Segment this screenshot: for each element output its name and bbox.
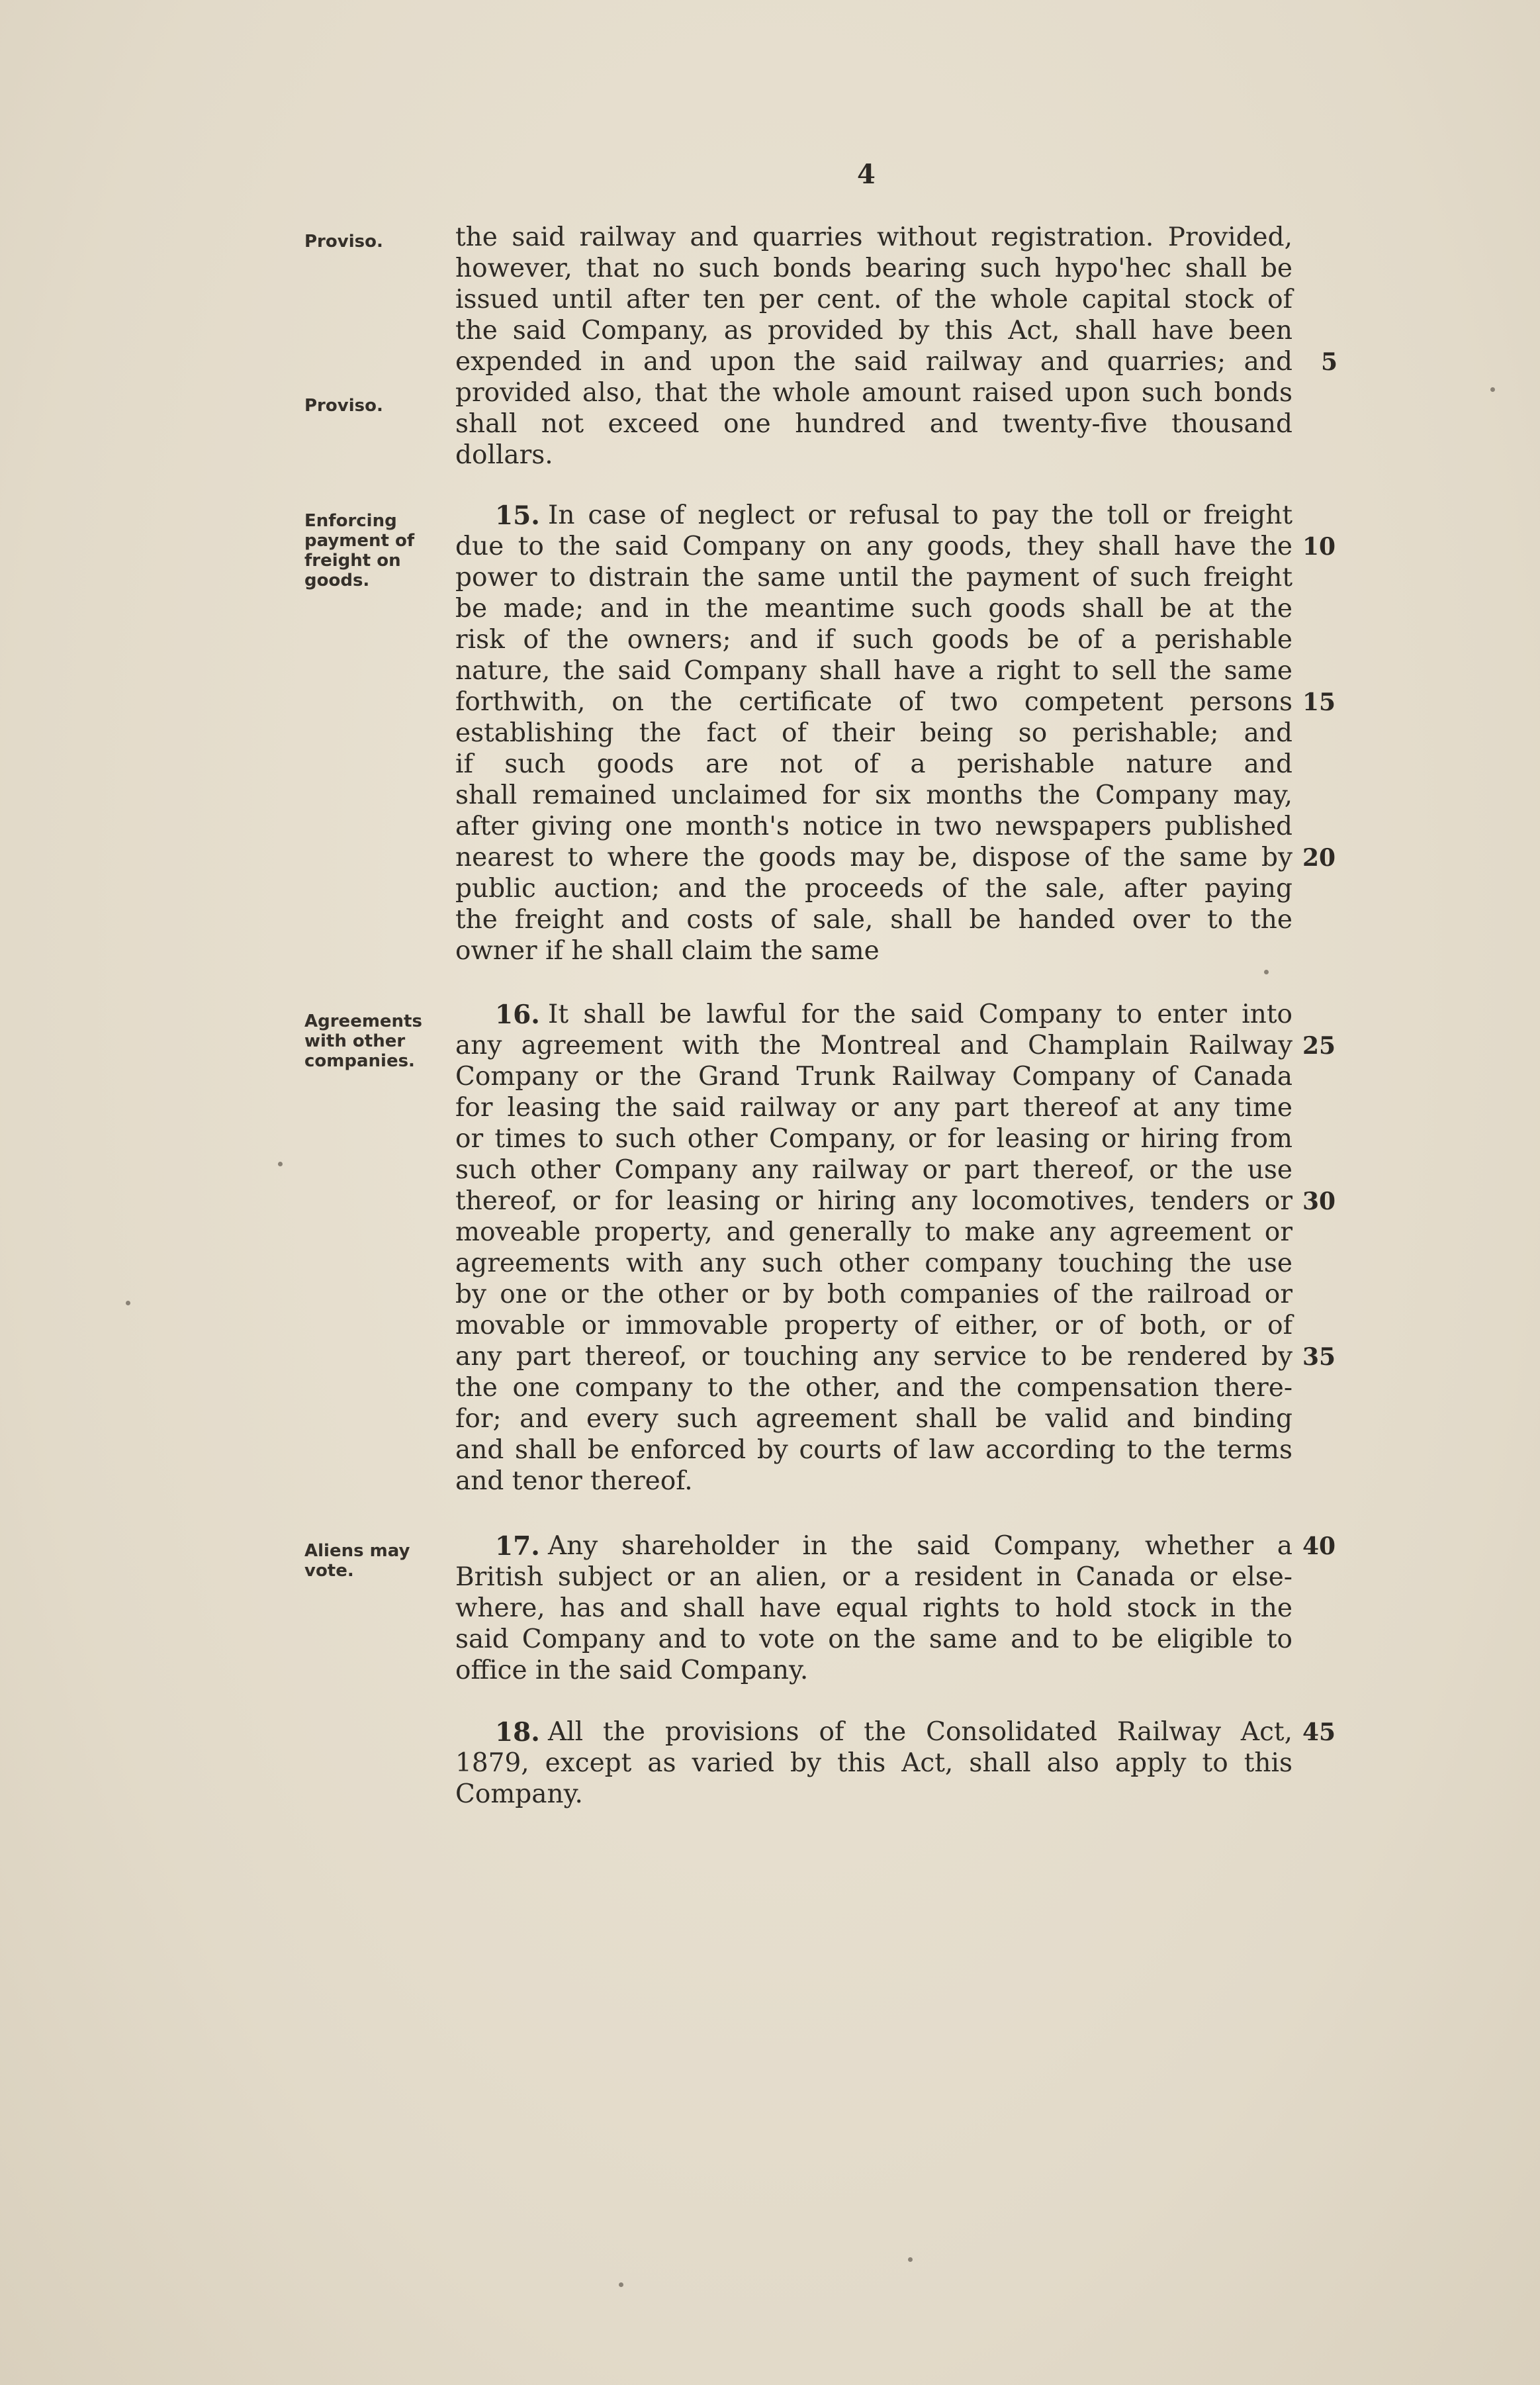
text-line: expended in and upon the said railway and quarries; and xyxy=(455,347,1292,377)
line-number: 25 xyxy=(1302,1032,1336,1060)
paper-speck xyxy=(1264,970,1269,974)
section-number xyxy=(495,500,548,531)
text-line: British subject or an alien, or a resident in Canada or else- xyxy=(455,1562,1292,1592)
text-line: the one company to the other, and the compensation there- xyxy=(455,1373,1292,1403)
text-line: 1879, except as varied by this Act, shall also apply to this xyxy=(455,1748,1292,1778)
margin-note-line: payment of xyxy=(304,531,415,551)
section-17-number: 17. xyxy=(495,1531,540,1562)
text-line: public auction; and the proceeds of the sale, after paying xyxy=(455,874,1292,904)
line-number: 10 xyxy=(1302,533,1336,561)
line-number: 40 xyxy=(1302,1532,1336,1560)
line-number: 35 xyxy=(1302,1343,1336,1371)
text-line: where, has and shall have equal rights to hold stock in the xyxy=(455,1593,1292,1623)
margin-note-line: freight on xyxy=(304,551,401,571)
margin-note-line: Proviso. xyxy=(304,396,383,416)
line-number: 15 xyxy=(1302,688,1336,716)
margin-note-line: with other xyxy=(304,1031,406,1051)
text-line: for; and every such agreement shall be valid and binding xyxy=(455,1404,1292,1434)
text-line: however, that no such bonds bearing such hypo'hec shall be xyxy=(455,254,1292,283)
line-number: 5 xyxy=(1321,348,1338,376)
margin-note-aliens-may-vote xyxy=(304,1541,443,1581)
page-number: 4 xyxy=(857,159,876,190)
text-line: shall not exceed one hundred and twenty-five thousand xyxy=(455,409,1292,439)
text-line: if such goods are not of a perishable nature and xyxy=(455,749,1292,779)
text-line: due to the said Company on any goods, they shall have the xyxy=(455,532,1292,561)
margin-note-line: Aliens may xyxy=(304,1541,410,1561)
text-line: for leasing the said railway or any part thereof at any time xyxy=(455,1093,1292,1123)
text-line: moveable property, and generally to make any agreement or xyxy=(455,1217,1292,1247)
text-line: and shall be enforced by courts of law according to the terms xyxy=(455,1435,1292,1465)
margin-note-line: goods. xyxy=(304,571,370,590)
section-16-number: 16. xyxy=(495,1000,540,1030)
text-line: In case of neglect or refusal to pay the toll or freight xyxy=(548,500,1292,530)
text-line: Any shareholder in the said Company, whether a xyxy=(548,1531,1292,1561)
text-line: It shall be lawful for the said Company to enter into xyxy=(548,1000,1292,1029)
text-line: any part thereof, or touching any service to be rendered by xyxy=(455,1342,1292,1372)
margin-note-agreements xyxy=(304,1011,443,1071)
text-line: by one or the other or by both companies of the railroad or xyxy=(455,1280,1292,1309)
text-line: nearest to where the goods may be, dispose of the same by xyxy=(455,843,1292,872)
line-number: 20 xyxy=(1302,844,1336,872)
text-line: issued until after ten per cent. of the whole capital stock of xyxy=(455,285,1292,314)
section-18-number: 18. xyxy=(495,1717,540,1748)
text-line: movable or immovable property of either, or of both, or of xyxy=(455,1311,1292,1340)
text-line: thereof, or for leasing or hiring any locomotives, tenders or xyxy=(455,1186,1292,1216)
text-line: agreements with any such other company touching the use xyxy=(455,1248,1292,1278)
paper-speck xyxy=(1490,387,1495,392)
text-line: Company. xyxy=(455,1779,583,1809)
text-line: establishing the fact of their being so perishable; and xyxy=(455,718,1292,748)
margin-note-line: Proviso. xyxy=(304,232,383,252)
text-line: owner if he shall claim the same xyxy=(455,936,880,966)
text-line: shall remained unclaimed for six months the Company may, xyxy=(455,780,1292,810)
line-number: 45 xyxy=(1302,1718,1336,1746)
text-line: Company or the Grand Trunk Railway Company of Canada xyxy=(455,1062,1292,1092)
text-line: any agreement with the Montreal and Champlain Railway xyxy=(455,1031,1292,1060)
paper-speck xyxy=(619,2282,623,2287)
margin-note-proviso xyxy=(304,232,443,252)
section-number xyxy=(495,1531,548,1562)
line-number: 30 xyxy=(1302,1188,1336,1215)
text-line: All the provisions of the Consolidated Railway Act, xyxy=(548,1717,1292,1747)
text-line: forthwith, on the certificate of two competent persons xyxy=(455,687,1292,717)
margin-note-line: companies. xyxy=(304,1051,415,1071)
margin-note-line: Agreements xyxy=(304,1011,422,1031)
margin-note-proviso-2 xyxy=(304,396,443,416)
text-line: the freight and costs of sale, shall be handed over to the xyxy=(455,905,1292,935)
paper-speck xyxy=(126,1301,130,1305)
section-number xyxy=(495,1717,548,1748)
text-line: nature, the said Company shall have a right to sell the same xyxy=(455,656,1292,686)
text-line: and tenor thereof. xyxy=(455,1466,693,1496)
text-line: or times to such other Company, or for leasing or hiring from xyxy=(455,1124,1292,1154)
paper-speck xyxy=(908,2257,913,2262)
section-15-number: 15. xyxy=(495,500,540,531)
text-line: the said railway and quarries without registration. Provided, xyxy=(455,222,1292,252)
margin-note-line: Enforcing xyxy=(304,511,397,531)
text-line: dollars. xyxy=(455,440,553,470)
paper-speck xyxy=(278,1162,283,1166)
text-line: after giving one month's notice in two newspapers published xyxy=(455,812,1292,841)
text-line: power to distrain the same until the payment of such freight xyxy=(455,563,1292,592)
text-line: provided also, that the whole amount raised upon such bonds xyxy=(455,378,1292,408)
margin-note-enforcing-payment xyxy=(304,511,443,590)
margin-note-line: vote. xyxy=(304,1561,354,1581)
text-line: risk of the owners; and if such goods be of a perishable xyxy=(455,625,1292,655)
text-line: office in the said Company. xyxy=(455,1656,809,1685)
text-line: such other Company any railway or part thereof, or the use xyxy=(455,1155,1292,1185)
text-line: the said Company, as provided by this Act, shall have been xyxy=(455,316,1292,346)
text-line: said Company and to vote on the same and to be eligible to xyxy=(455,1624,1292,1654)
section-number xyxy=(495,1000,548,1030)
text-line: be made; and in the meantime such goods shall be at the xyxy=(455,594,1292,624)
